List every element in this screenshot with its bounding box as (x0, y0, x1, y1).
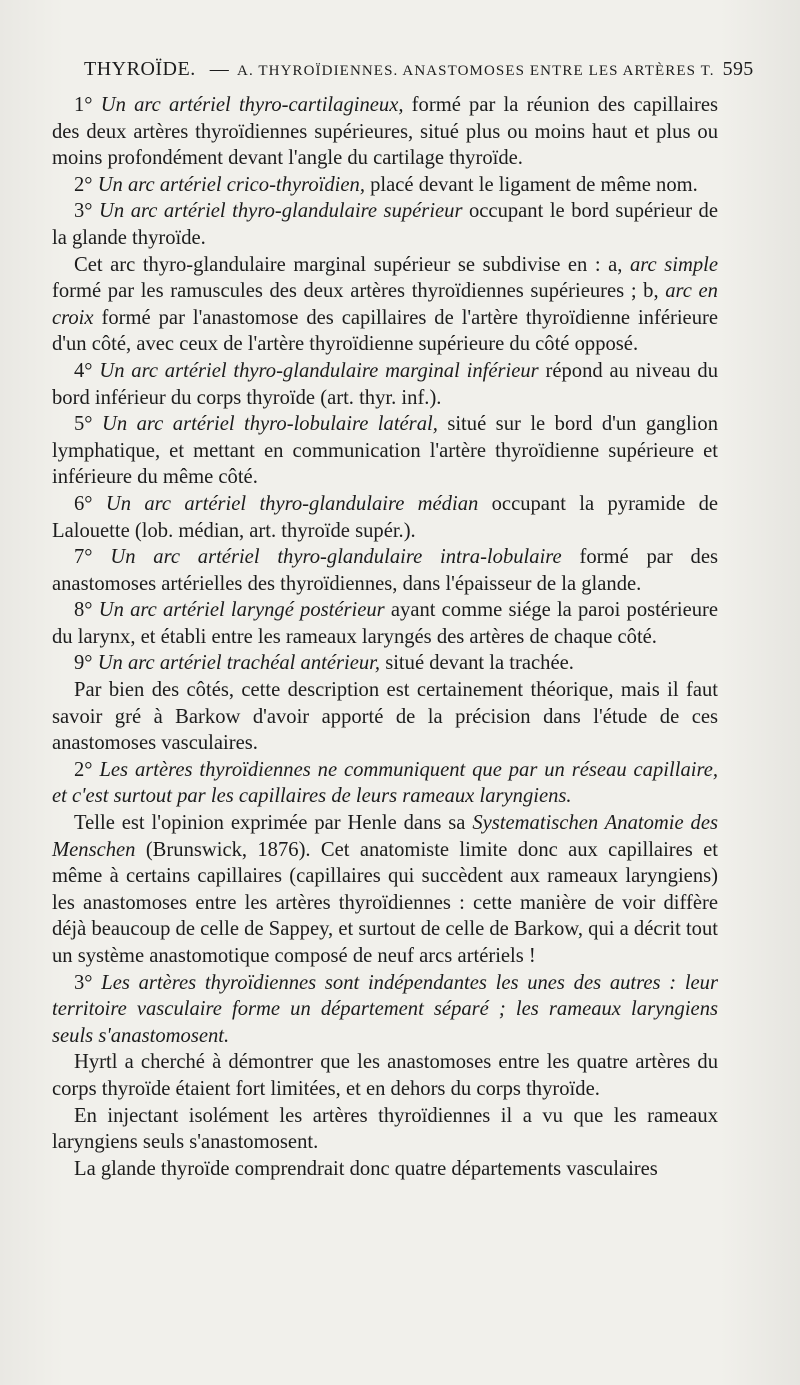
item-number: 2° (74, 758, 100, 781)
paragraph-departments (52, 1156, 718, 1183)
paragraph-text: formé par l'anastomose des capillaires de l'artère thyroïdienne inférieure d'un côté, avec ceux de l'artère thyroïdienne supérieure du côté opposé. (52, 306, 718, 356)
paragraph-text: situé devant la trachée. (380, 652, 574, 675)
running-head (84, 58, 754, 92)
paragraph-text: Telle est l'opinion exprimée par Henle dans sa (74, 812, 473, 835)
italic-term: arc simple (630, 253, 718, 276)
paragraph-text: La glande thyroïde comprendrait donc quatre départements vasculaires (74, 1157, 658, 1180)
paragraph-text: formé par des anastomoses artérielles des thyroïdiennes, dans l'épaisseur de la glande. (52, 546, 718, 595)
italic-term: Un arc artériel thyro-cartilagineux, (100, 94, 404, 116)
paragraph-arc-7 (52, 544, 718, 597)
italic-term: Un arc artériel trachéal antérieur, (97, 652, 381, 675)
item-number: 3° (74, 200, 100, 223)
paragraph-text: situé sur le bord d'un ganglion lymphatique, et mettant en communication l'artère thyroïdienne supérieure et inférieure du même côté. (52, 413, 718, 489)
paragraph-barkow-comment (52, 677, 718, 757)
paragraph-arc-8 (52, 597, 718, 650)
paragraph-hyrtl (52, 1049, 718, 1102)
paragraph-arc-6 (52, 491, 718, 544)
item-number: 6° (74, 492, 106, 515)
item-number: 7° (74, 546, 111, 569)
page-number: 595 (722, 58, 754, 80)
running-head-title: THYROÏDE. (84, 58, 196, 80)
item-number: 3° (74, 971, 102, 994)
item-number: 8° (74, 599, 99, 622)
paragraph-text: formé par la réunion des capillaires des deux artères thyroïdiennes supérieures, situé plus ou moins haut et plus ou moins profondément devant l'angle du cartilage thyroïde. (52, 94, 718, 170)
paragraph-thesis-3 (52, 970, 718, 1050)
paragraph-text: En injectant isolément les artères thyroïdiennes il a vu que les rameaux laryngiens seuls s'anastomosent. (52, 1104, 718, 1154)
paragraph-arc-2 (52, 172, 718, 199)
paragraph-arc-5 (52, 411, 718, 491)
paragraph-text: ayant comme siége la paroi postérieure du larynx, et établi entre les rameaux laryngés des artères de chaque côté. (52, 599, 719, 648)
paragraph-text: Par bien des côtés, cette description est certainement théorique, mais il faut savoir gré à Barkow d'avoir apporté de la précision dans l'étude de ces anastomoses vasculaires. (52, 679, 718, 755)
italic-term: Un arc artériel crico-thyroïdien, (97, 173, 365, 196)
paragraph-text: formé par les ramuscules des deux artères thyroïdiennes supérieures ; b, (52, 280, 666, 303)
paragraph-arc-3 (52, 198, 718, 251)
item-number: 5° (74, 413, 102, 436)
paragraph-henle (52, 810, 718, 970)
paragraph-text: occupant le bord supérieur de la glande thyroïde. (52, 200, 718, 249)
paragraph-text: répond au niveau du bord inférieur du corps thyroïde (art. thyr. inf.). (52, 359, 718, 409)
italic-term: Un arc artériel thyro-glandulaire intra-lobulaire (110, 546, 562, 569)
italic-term: Un arc artériel laryngé postérieur (98, 599, 385, 622)
paragraph-text: occupant la pyramide de Lalouette (lob. médian, art. thyroïde supér.). (52, 492, 719, 542)
italic-thesis: Les artères thyroïdiennes sont indépendantes les unes des autres : leur territoire vasculaire forme un département séparé ; les rameaux laryngiens seuls s'anastomosent. (52, 971, 718, 1047)
italic-book-title: Systematischen Anatomie des Menschen (52, 812, 718, 861)
item-number: 9° (74, 652, 98, 675)
paragraph-arc-9 (52, 650, 718, 677)
paragraph-text: Cet arc thyro-glandulaire marginal supérieur se subdivise en : a, (74, 253, 630, 276)
italic-thesis: Les artères thyroïdiennes ne communiquent que par un réseau capillaire, et c'est surtout par les capillaires de leurs rameaux laryngiens. (52, 758, 718, 808)
paragraph-thesis-2 (52, 757, 718, 810)
item-number: 2° (74, 173, 98, 196)
item-number: 1° (74, 94, 101, 116)
running-head-dash: — (209, 59, 230, 80)
paragraph-arc-4 (52, 358, 718, 411)
paragraph-text: (Brunswick, 1876). Cet anatomiste limite donc aux capillaires et même à certains capillaires (capillaires qui succèdent aux rameaux laryngiens) les anastomoses entre les artères thyroïdiennes : cette manière de voir diffère déjà beaucoup de celle de Sappey, et surtout de celle de Barkow, qui a décrit tout un système anastomotique composé de neuf arcs artériels ! (52, 838, 718, 967)
italic-term: Un arc artériel thyro-glandulaire supérieur (99, 200, 463, 223)
item-number: 4° (74, 359, 100, 382)
italic-term: Un arc artériel thyro-glandulaire marginal inférieur (99, 359, 539, 382)
paragraph-arc-1 (52, 92, 718, 172)
paragraph-text: placé devant le ligament de même nom. (364, 173, 698, 196)
italic-term: arc en croix (52, 280, 718, 329)
body-text (52, 92, 718, 1182)
paragraph-injection (52, 1103, 718, 1156)
paragraph-arc-subdivision (52, 252, 718, 358)
italic-term: Un arc artériel thyro-lobulaire latéral, (102, 413, 438, 436)
paragraph-text: Hyrtl a cherché à démontrer que les anastomoses entre les quatre artères du corps thyroïde étaient fort limitées, et en dehors du corps thyroïde. (52, 1051, 718, 1100)
italic-term: Un arc artériel thyro-glandulaire médian (105, 492, 479, 515)
running-head-section: A. THYROÏDIENNES. ANASTOMOSES ENTRE LES ARTÈRES T. (237, 63, 715, 79)
